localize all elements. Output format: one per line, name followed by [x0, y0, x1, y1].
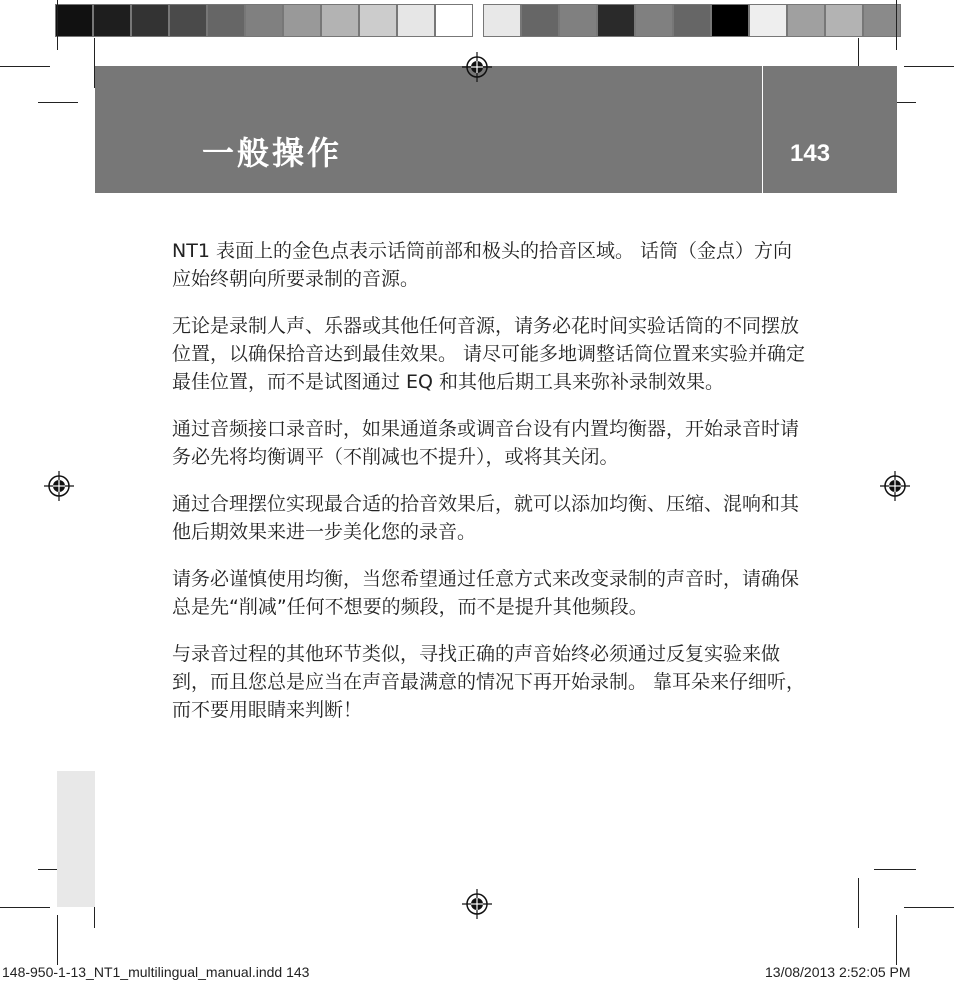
crop-mark [896, 0, 897, 50]
registration-mark-icon [880, 471, 910, 501]
paragraph: 通过合理摆位实现最合适的拾音效果后，就可以添加均衡、压缩、混响和其他后期效果来进一步美化您的录音。 [172, 493, 800, 543]
color-swatch [673, 4, 711, 37]
color-swatch [207, 4, 245, 37]
color-swatch [521, 4, 559, 37]
color-swatch [359, 4, 397, 37]
crop-mark [904, 66, 954, 67]
color-swatch [55, 4, 93, 37]
color-swatch [597, 4, 635, 37]
paragraph: 请务必谨慎使用均衡，当您希望通过任意方式来改变录制的声音时，请确保总是先“削减”任何不想要的频段，而不是提升其他频段。 [172, 568, 800, 618]
header-divider [762, 66, 763, 193]
registration-mark-icon [462, 889, 492, 919]
color-swatch [131, 4, 169, 37]
paragraph: NT1 表面上的金色点表示话筒前部和极头的拾音区域。 话筒（金点）方向应始终朝向所要录制的音源。 [172, 240, 792, 290]
color-swatch [711, 4, 749, 37]
color-swatch [93, 4, 131, 37]
crop-mark [0, 907, 50, 908]
language-tab [57, 771, 95, 907]
crop-mark [57, 0, 58, 50]
footer-timestamp: 13/08/2013 2:52:05 PM [765, 964, 911, 980]
crop-mark [858, 878, 859, 928]
paragraph: 通过音频接口录音时，如果通道条或调音台设有内置均衡器，开始录音时请务必先将均衡调平（不削减也不提升），或将其关闭。 [172, 418, 800, 468]
color-bar-left [55, 4, 473, 37]
color-swatch [397, 4, 435, 37]
color-swatch [635, 4, 673, 37]
color-swatch [169, 4, 207, 37]
color-bar-right [483, 4, 901, 37]
color-swatch [283, 4, 321, 37]
color-swatch [483, 4, 521, 37]
color-swatch [559, 4, 597, 37]
crop-mark [896, 915, 897, 965]
crop-mark [38, 102, 78, 103]
paragraph: 无论是录制人声、乐器或其他任何音源，请务必花时间实验话筒的不同摆放位置，以确保拾音达到最佳效果。 请尽可能多地调整话筒位置来实验并确定最佳位置，而不是试图通过 EQ 和其他后期工具来弥补录制效果。 [172, 315, 806, 393]
color-swatch [787, 4, 825, 37]
color-swatch [435, 4, 473, 37]
crop-mark [0, 66, 50, 67]
page-number: 143 [790, 140, 831, 167]
registration-mark-icon [462, 52, 492, 82]
color-swatch [749, 4, 787, 37]
color-swatch [321, 4, 359, 37]
crop-mark [904, 907, 954, 908]
color-swatch [825, 4, 863, 37]
page-title: 一般操作 [202, 134, 343, 172]
color-swatch [245, 4, 283, 37]
registration-mark-icon [44, 471, 74, 501]
body-text [172, 237, 808, 743]
crop-mark [874, 869, 916, 870]
footer-filename: 148-950-1-13_NT1_multilingual_manual.indd 143 [2, 964, 310, 980]
paragraph: 与录音过程的其他环节类似，寻找正确的声音始终必须通过反复实验来做到，而且您总是应当在声音最满意的情况下再开始录制。 靠耳朵来仔细听，而不要用眼睛来判断！ [172, 643, 806, 721]
crop-mark [57, 915, 58, 965]
